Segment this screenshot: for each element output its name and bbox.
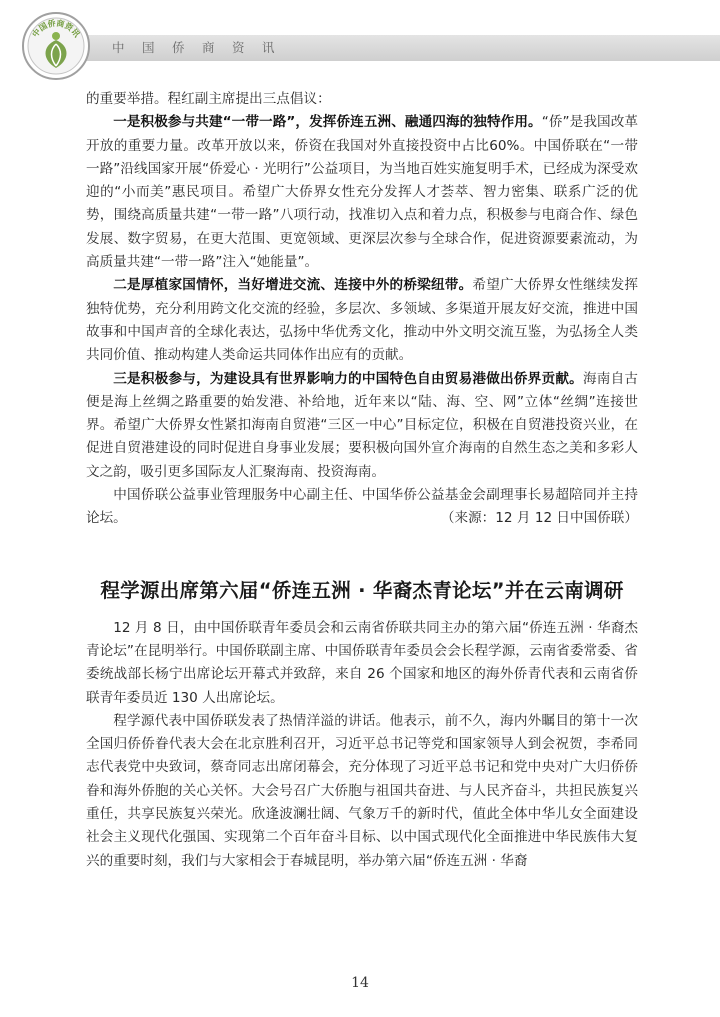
article2-paragraph-1: 12 月 8 日，由中国侨联青年委员会和云南省侨联共同主办的第六届“侨连五洲 · 华裔杰青论坛”在昆明举行。中国侨联副主席、中国侨联青年委员会会长程学源，云南省委常委、省委统战部长杨宁出席论坛开幕式并致辞，来自 26 个国家和地区的海外侨青代表和云南省侨联青年委员近 130 人出席论坛。: [86, 619, 638, 706]
page-content: [86, 88, 638, 873]
proposal-3-heading: 三是积极参与，为建设具有世界影响力的中国特色自由贸易港做出侨界贡献。: [113, 370, 583, 387]
article1-paragraph-3: [86, 368, 638, 484]
proposal-3-text: 海南自古便是海上丝绸之路重要的始发港、补给地，近年来以“陆、海、空、网”立体“丝绸”连接世界。希望广大侨界女性紧扣海南自贸港“三区一中心”目标定位，积极在自贸港投资兴业，在促进自贸港建设的同时促进自身事业发展；要积极向国外宣介海南的自然生态之美和多彩人文之韵，吸引更多国际友人汇聚海南、投资海南。: [86, 370, 638, 480]
article2-paragraph-2: 程学源代表中国侨联发表了热情洋溢的讲话。他表示，前不久，海内外瞩目的第十一次全国归侨侨眷代表大会在北京胜利召开，习近平总书记等党和国家领导人到会祝贺，李希同志代表党中央致词，蔡奇同志出席闭幕会，充分体现了习近平总书记和党中央对广大归侨侨眷和海外侨胞的关心关怀。大会号召广大侨胞与祖国共奋进、与人民齐奋斗，共担民族复兴重任，共享民族复兴荣光。欣逢波澜壮阔、气象万千的新时代，值此全体中华儿女全面建设社会主义现代化强国、实现第二个百年奋斗目标、以中国式现代化全面推进中华民族伟大复兴的重要时刻，我们与大家相会于春城昆明，举办第六届“侨连五洲 · 华裔: [86, 712, 638, 869]
page-number: 14: [351, 975, 369, 991]
article1-paragraph-4: [86, 484, 638, 531]
proposal-2-heading: 二是厚植家国情怀，当好增进交流、连接中外的桥梁纽带。: [113, 277, 473, 294]
page-header: [0, 0, 720, 80]
header-title: 中国侨商资讯: [112, 40, 293, 55]
publication-logo: [20, 10, 92, 82]
article1-paragraph-2: [86, 274, 638, 367]
article1-paragraph-1: [86, 111, 638, 274]
proposal-1-heading: 一是积极参与共建“一带一路”，发挥侨连五洲、融通四海的独特作用。: [113, 114, 542, 131]
logo-text: 中国侨商资讯: [30, 18, 82, 40]
source-citation: （来源：12 月 12 日中国侨联）: [440, 510, 638, 527]
closing-text: 中国侨联公益事业管理服务中心副主任、中国华侨公益基金会副理事长易超陪同并主持论坛。: [86, 487, 638, 527]
proposal-2-text: 希望广大侨界女性继续发挥独特优势，充分利用跨文化交流的经验，多层次、多领域、多渠道开展友好交流，推进中国故事和中国声音的全球化表达，弘扬中华优秀文化，推动中外文明交流互鉴，为弘扬全人类共同价值、推动构建人类命运共同体作出应有的贡献。: [86, 277, 638, 364]
proposal-1-text: “侨”是我国改革开放的重要力量。改革开放以来，侨资在我国对外直接投资中占比60%。中国侨联在“一带一路”沿线国家开展“侨爱心 · 光明行”公益项目，为当地百姓实施复明手术，已经成为深受欢迎的“小而美”惠民项目。希望广大侨界女性充分发挥人才荟萃、智力密集、联系广泛的优势，围绕高质量共建“一带一路”八项行动，找准切入点和着力点，积极参与电商合作、绿色发展、数字贸易，在更大范围、更宽领域、更深层次参与全球合作，促进资源要素流动，为高质量共建“一带一路”注入“她能量”。: [86, 114, 638, 271]
article1-paragraph-intro: 的重要举措。程红副主席提出三点倡议：: [86, 91, 331, 107]
article2-title: 程学源出席第六届“侨连五洲 · 华裔杰青论坛”并在云南调研: [100, 578, 624, 602]
